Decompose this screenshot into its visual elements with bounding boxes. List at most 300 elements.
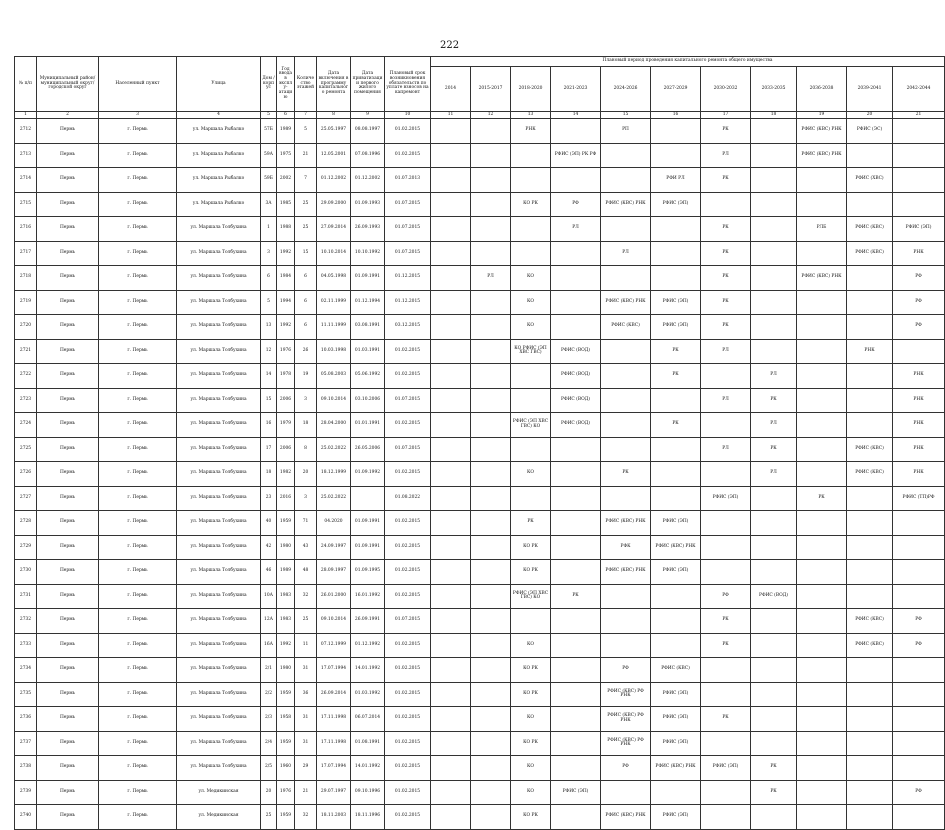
cell-period-2018-2020: РНК xyxy=(511,119,551,144)
cell-date-included: 28.04.2000 xyxy=(317,413,351,438)
cell-street: ул. Маршала Толбухина xyxy=(177,756,261,781)
cell-period-2015-2017 xyxy=(471,584,511,609)
cell-obligation-date: 01.02.2015 xyxy=(385,339,431,364)
cell-floors: 19 xyxy=(295,364,317,389)
column-number: 9 xyxy=(351,112,385,119)
cell-year-built: 1959 xyxy=(277,805,295,830)
cell-district: Пермь xyxy=(37,462,99,487)
cell-obligation-date: 01.12.2015 xyxy=(385,266,431,291)
cell-settlement: г. Пермь xyxy=(99,266,177,291)
cell-date-privatization: 03.08.1991 xyxy=(351,315,385,340)
cell-district: Пермь xyxy=(37,290,99,315)
cell-settlement: г. Пермь xyxy=(99,462,177,487)
cell-period-2024-2026 xyxy=(601,364,651,389)
cell-period-2036-2038 xyxy=(797,731,847,756)
cell-period-2036-2038 xyxy=(797,560,847,585)
cell-period-2018-2020: КО РК xyxy=(511,731,551,756)
cell-period-2039-2041 xyxy=(847,560,893,585)
cell-period-2015-2017 xyxy=(471,192,511,217)
cell-period-2033-2035: РЛ xyxy=(751,364,797,389)
table-row xyxy=(15,290,945,315)
cell-period-2039-2041 xyxy=(847,682,893,707)
cell-period-2030-2032: РЛ xyxy=(701,143,751,168)
cell-period-2021-2023 xyxy=(551,486,601,511)
cell-period-2014 xyxy=(431,364,471,389)
cell-street: ул. Маршала Толбухина xyxy=(177,486,261,511)
cell-period-2024-2026: РФИС (КВС) xyxy=(601,315,651,340)
table-row xyxy=(15,462,945,487)
cell-year-built: 2016 xyxy=(277,486,295,511)
cell-year-built: 1959 xyxy=(277,511,295,536)
cell-year-built: 1976 xyxy=(277,780,295,805)
table-row xyxy=(15,805,945,830)
cell-period-2024-2026: РФИС (КВС) РНК xyxy=(601,290,651,315)
cell-street: ул. Маршала Толбухина xyxy=(177,633,261,658)
cell-period-2036-2038 xyxy=(797,168,847,193)
header-district: Муниципальный район/ муниципальный округ/городской округ xyxy=(37,57,99,112)
cell-district: Пермь xyxy=(37,266,99,291)
cell-period-2027-2029 xyxy=(651,143,701,168)
cell-period-2027-2029 xyxy=(651,633,701,658)
cell-num: 2725 xyxy=(15,437,37,462)
cell-date-included: 27.09.2014 xyxy=(317,217,351,242)
cell-period-2030-2032 xyxy=(701,731,751,756)
cell-period-2033-2035: РК xyxy=(751,388,797,413)
cell-period-2042-2044: РНК xyxy=(893,462,945,487)
cell-street: ул. Маршала Рыбалко xyxy=(177,143,261,168)
cell-period-2027-2029: РФИС (ЭП) xyxy=(651,805,701,830)
cell-period-2024-2026: РФИС (КВС) РНК xyxy=(601,192,651,217)
cell-house: 59А xyxy=(261,143,277,168)
cell-period-2027-2029: РФИС (ЭП) xyxy=(651,290,701,315)
cell-period-2036-2038 xyxy=(797,388,847,413)
cell-date-included: 17.11.1998 xyxy=(317,731,351,756)
cell-num: 2727 xyxy=(15,486,37,511)
cell-period-2018-2020 xyxy=(511,217,551,242)
cell-period-2015-2017 xyxy=(471,633,511,658)
cell-district: Пермь xyxy=(37,315,99,340)
cell-period-2036-2038 xyxy=(797,584,847,609)
cell-floors: 21 xyxy=(295,780,317,805)
cell-period-2039-2041 xyxy=(847,756,893,781)
header-period-2033-2035: 2033-2035 xyxy=(751,67,797,112)
capital-repair-table xyxy=(14,56,945,830)
cell-obligation-date: 01.02.2015 xyxy=(385,731,431,756)
cell-period-2021-2023 xyxy=(551,805,601,830)
cell-period-2036-2038 xyxy=(797,241,847,266)
cell-num: 2718 xyxy=(15,266,37,291)
cell-year-built: 1959 xyxy=(277,682,295,707)
cell-year-built: 1989 xyxy=(277,119,295,144)
cell-period-2042-2044 xyxy=(893,339,945,364)
cell-period-2018-2020: КО xyxy=(511,266,551,291)
cell-street: ул. Маршала Толбухина xyxy=(177,584,261,609)
cell-period-2021-2023: РК xyxy=(551,584,601,609)
cell-district: Пермь xyxy=(37,437,99,462)
cell-street: ул. Маршала Толбухина xyxy=(177,437,261,462)
column-number: 14 xyxy=(551,112,601,119)
cell-settlement: г. Пермь xyxy=(99,437,177,462)
cell-period-2033-2035 xyxy=(751,707,797,732)
cell-period-2014 xyxy=(431,707,471,732)
cell-period-2030-2032: РЛ xyxy=(701,339,751,364)
cell-period-2015-2017 xyxy=(471,560,511,585)
cell-period-2027-2029: РФИ РЛ xyxy=(651,168,701,193)
cell-house: 2/5 xyxy=(261,756,277,781)
cell-year-built: 1992 xyxy=(277,315,295,340)
cell-num: 2739 xyxy=(15,780,37,805)
cell-period-2039-2041: РФИС (ЭС) xyxy=(847,119,893,144)
cell-period-2024-2026: РФИС (КВС) РНК xyxy=(601,511,651,536)
cell-period-2042-2044 xyxy=(893,805,945,830)
cell-period-2027-2029 xyxy=(651,486,701,511)
cell-period-2036-2038 xyxy=(797,707,847,732)
cell-floors: 5 xyxy=(295,119,317,144)
cell-period-2015-2017 xyxy=(471,462,511,487)
cell-date-privatization: 01.09.1993 xyxy=(351,192,385,217)
cell-period-2033-2035: РК xyxy=(751,756,797,781)
table-row xyxy=(15,731,945,756)
cell-period-2014 xyxy=(431,633,471,658)
cell-district: Пермь xyxy=(37,192,99,217)
cell-obligation-date: 01.07.2013 xyxy=(385,168,431,193)
cell-period-2042-2044 xyxy=(893,143,945,168)
cell-date-included: 05.08.2003 xyxy=(317,364,351,389)
header-period-2014: 2014 xyxy=(431,67,471,112)
cell-floors: 36 xyxy=(295,682,317,707)
cell-date-privatization: 26.09.1991 xyxy=(351,609,385,634)
cell-period-2030-2032 xyxy=(701,192,751,217)
cell-period-2033-2035 xyxy=(751,168,797,193)
cell-district: Пермь xyxy=(37,560,99,585)
cell-period-2036-2038: РФИС (КВС) РНК xyxy=(797,119,847,144)
cell-period-2024-2026: РП xyxy=(601,119,651,144)
cell-period-2030-2032: РК xyxy=(701,168,751,193)
cell-period-2030-2032: РК xyxy=(701,119,751,144)
cell-date-privatization: 01.03.1991 xyxy=(351,339,385,364)
cell-period-2027-2029 xyxy=(651,609,701,634)
cell-date-included: 26.09.2014 xyxy=(317,682,351,707)
cell-period-2018-2020: РК xyxy=(511,511,551,536)
cell-period-2030-2032: РК xyxy=(701,290,751,315)
cell-date-included: 25.02.2022 xyxy=(317,437,351,462)
cell-floors: 3 xyxy=(295,388,317,413)
cell-period-2018-2020: КО РФИС (ЭП ХВС ГВС) xyxy=(511,339,551,364)
cell-settlement: г. Пермь xyxy=(99,119,177,144)
cell-period-2024-2026: РФИС (КВС) РФ РНК xyxy=(601,682,651,707)
cell-num: 2736 xyxy=(15,707,37,732)
cell-period-2042-2044 xyxy=(893,192,945,217)
cell-period-2015-2017 xyxy=(471,609,511,634)
header-floors: Количество этажей xyxy=(295,57,317,112)
cell-date-included: 17.07.1994 xyxy=(317,658,351,683)
cell-floors: 48 xyxy=(295,560,317,585)
cell-period-2039-2041 xyxy=(847,511,893,536)
table-row xyxy=(15,241,945,266)
cell-year-built: 1988 xyxy=(277,217,295,242)
cell-num: 2735 xyxy=(15,682,37,707)
column-number: 12 xyxy=(471,112,511,119)
cell-obligation-date: 01.02.2015 xyxy=(385,805,431,830)
cell-period-2042-2044: РФ xyxy=(893,290,945,315)
header-period-2030-2032: 2030-2032 xyxy=(701,67,751,112)
cell-year-built: 1984 xyxy=(277,266,295,291)
cell-street: ул. Маршала Толбухина xyxy=(177,535,261,560)
cell-period-2021-2023: РФИС (ВОД) xyxy=(551,339,601,364)
cell-floors: 6 xyxy=(295,315,317,340)
cell-date-privatization: 18.11.1996 xyxy=(351,805,385,830)
cell-period-2021-2023 xyxy=(551,535,601,560)
header-planned-period: Плановый период проведения капитального ремонта общего имущества xyxy=(431,57,945,67)
cell-period-2024-2026 xyxy=(601,437,651,462)
cell-period-2014 xyxy=(431,266,471,291)
cell-house: 16А xyxy=(261,633,277,658)
cell-date-privatization: 03.10.2006 xyxy=(351,388,385,413)
cell-period-2027-2029 xyxy=(651,780,701,805)
table-row xyxy=(15,143,945,168)
cell-house: 14 xyxy=(261,364,277,389)
cell-num: 2720 xyxy=(15,315,37,340)
cell-period-2030-2032: РК xyxy=(701,609,751,634)
cell-period-2015-2017 xyxy=(471,486,511,511)
cell-period-2042-2044 xyxy=(893,756,945,781)
cell-settlement: г. Пермь xyxy=(99,535,177,560)
cell-period-2036-2038 xyxy=(797,609,847,634)
table-row xyxy=(15,266,945,291)
cell-street: ул. Маршала Толбухина xyxy=(177,339,261,364)
cell-house: 2/2 xyxy=(261,682,277,707)
cell-period-2024-2026 xyxy=(601,609,651,634)
table-row xyxy=(15,437,945,462)
cell-period-2039-2041: РФИС (КВС) xyxy=(847,217,893,242)
cell-period-2024-2026 xyxy=(601,780,651,805)
cell-settlement: г. Пермь xyxy=(99,560,177,585)
cell-period-2021-2023 xyxy=(551,682,601,707)
cell-year-built: 1975 xyxy=(277,143,295,168)
cell-date-included: 17.11.1998 xyxy=(317,707,351,732)
cell-period-2039-2041: РФИС (КВС) xyxy=(847,633,893,658)
cell-settlement: г. Пермь xyxy=(99,192,177,217)
cell-street: ул. Маршала Толбухина xyxy=(177,682,261,707)
cell-period-2030-2032 xyxy=(701,658,751,683)
cell-street: ул. Маршала Рыбалко xyxy=(177,192,261,217)
cell-house: 15 xyxy=(261,388,277,413)
cell-period-2036-2038 xyxy=(797,437,847,462)
cell-period-2033-2035 xyxy=(751,241,797,266)
cell-obligation-date: 01.07.2015 xyxy=(385,241,431,266)
cell-period-2030-2032: РЛ xyxy=(701,437,751,462)
cell-floors: 25 xyxy=(295,192,317,217)
cell-period-2021-2023: РФИС (ЭП) xyxy=(551,780,601,805)
cell-year-built: 1989 xyxy=(277,560,295,585)
header-street: Улица xyxy=(177,57,261,112)
table-row xyxy=(15,119,945,144)
cell-period-2039-2041 xyxy=(847,658,893,683)
table-row xyxy=(15,560,945,585)
cell-period-2027-2029: РФИС (ЭП) xyxy=(651,192,701,217)
cell-date-privatization: 01.03.1992 xyxy=(351,682,385,707)
cell-period-2024-2026 xyxy=(601,413,651,438)
header-settlement: Населенный пункт xyxy=(99,57,177,112)
cell-period-2021-2023 xyxy=(551,756,601,781)
cell-num: 2729 xyxy=(15,535,37,560)
cell-period-2033-2035 xyxy=(751,682,797,707)
cell-period-2042-2044: РФ xyxy=(893,315,945,340)
cell-house: 2/1 xyxy=(261,658,277,683)
cell-period-2021-2023: РЛ xyxy=(551,217,601,242)
cell-floors: 18 xyxy=(295,413,317,438)
cell-period-2021-2023: РФИС (ЭП) РК РФ xyxy=(551,143,601,168)
cell-street: ул. Маршала Толбухина xyxy=(177,560,261,585)
cell-house: 23 xyxy=(261,486,277,511)
cell-period-2033-2035 xyxy=(751,143,797,168)
cell-period-2030-2032 xyxy=(701,511,751,536)
cell-period-2014 xyxy=(431,511,471,536)
cell-obligation-date: 01.02.2015 xyxy=(385,633,431,658)
cell-period-2014 xyxy=(431,560,471,585)
column-number: 1 xyxy=(15,112,37,119)
cell-settlement: г. Пермь xyxy=(99,609,177,634)
cell-period-2021-2023 xyxy=(551,633,601,658)
cell-period-2021-2023 xyxy=(551,437,601,462)
cell-year-built: 1960 xyxy=(277,756,295,781)
cell-street: ул. Медикинская xyxy=(177,780,261,805)
cell-year-built: 1982 xyxy=(277,462,295,487)
cell-period-2036-2038 xyxy=(797,315,847,340)
cell-settlement: г. Пермь xyxy=(99,731,177,756)
cell-period-2030-2032: РК xyxy=(701,315,751,340)
cell-period-2018-2020 xyxy=(511,388,551,413)
cell-period-2014 xyxy=(431,486,471,511)
cell-year-built: 1994 xyxy=(277,290,295,315)
cell-floors: 71 xyxy=(295,511,317,536)
cell-period-2030-2032: РК xyxy=(701,266,751,291)
cell-period-2033-2035: РФИС (ВОД) xyxy=(751,584,797,609)
cell-year-built: 1992 xyxy=(277,241,295,266)
column-number: 19 xyxy=(797,112,847,119)
header-period-2039-2041: 2039-2041 xyxy=(847,67,893,112)
cell-num: 2721 xyxy=(15,339,37,364)
cell-obligation-date: 01.02.2015 xyxy=(385,413,431,438)
cell-settlement: г. Пермь xyxy=(99,707,177,732)
cell-obligation-date: 01.02.2015 xyxy=(385,707,431,732)
cell-num: 2712 xyxy=(15,119,37,144)
cell-period-2024-2026: РФИС (КВС) РФ РНК xyxy=(601,731,651,756)
cell-period-2027-2029 xyxy=(651,266,701,291)
cell-street: ул. Маршала Толбухина xyxy=(177,290,261,315)
cell-period-2015-2017 xyxy=(471,119,511,144)
cell-date-privatization: 01.09.1991 xyxy=(351,535,385,560)
cell-date-privatization xyxy=(351,486,385,511)
cell-period-2039-2041 xyxy=(847,266,893,291)
cell-period-2036-2038 xyxy=(797,805,847,830)
cell-period-2030-2032 xyxy=(701,535,751,560)
cell-settlement: г. Пермь xyxy=(99,511,177,536)
cell-period-2039-2041 xyxy=(847,780,893,805)
cell-period-2033-2035 xyxy=(751,315,797,340)
cell-floors: 11 xyxy=(295,633,317,658)
column-number: 21 xyxy=(893,112,945,119)
header-house: Дом / корпус xyxy=(261,57,277,112)
cell-period-2015-2017 xyxy=(471,339,511,364)
cell-period-2015-2017 xyxy=(471,658,511,683)
cell-period-2021-2023 xyxy=(551,560,601,585)
cell-district: Пермь xyxy=(37,413,99,438)
cell-period-2033-2035 xyxy=(751,217,797,242)
cell-period-2042-2044: РФИС (ЭП) xyxy=(893,217,945,242)
cell-house: 12А xyxy=(261,609,277,634)
cell-num: 2717 xyxy=(15,241,37,266)
cell-year-built: 1958 xyxy=(277,707,295,732)
cell-period-2021-2023 xyxy=(551,731,601,756)
cell-period-2024-2026 xyxy=(601,486,651,511)
cell-obligation-date: 01.02.2015 xyxy=(385,584,431,609)
cell-period-2018-2020: КО РК xyxy=(511,682,551,707)
cell-year-built: 2006 xyxy=(277,437,295,462)
cell-district: Пермь xyxy=(37,388,99,413)
cell-period-2033-2035 xyxy=(751,658,797,683)
cell-period-2027-2029 xyxy=(651,241,701,266)
header-date-privatization: Дата приватизации первого жилого помещения xyxy=(351,57,385,112)
cell-num: 2724 xyxy=(15,413,37,438)
cell-period-2014 xyxy=(431,119,471,144)
cell-district: Пермь xyxy=(37,241,99,266)
cell-house: 20 xyxy=(261,780,277,805)
cell-period-2024-2026 xyxy=(601,143,651,168)
cell-house: 57Б xyxy=(261,119,277,144)
cell-street: ул. Маршала Толбухина xyxy=(177,217,261,242)
cell-period-2014 xyxy=(431,192,471,217)
cell-period-2027-2029 xyxy=(651,217,701,242)
cell-period-2024-2026: РФИС (КВС) РНК xyxy=(601,805,651,830)
cell-date-privatization: 26.09.1993 xyxy=(351,217,385,242)
cell-house: 25 xyxy=(261,805,277,830)
column-number: 6 xyxy=(277,112,295,119)
cell-house: 46 xyxy=(261,560,277,585)
cell-period-2018-2020: КО РК xyxy=(511,192,551,217)
cell-obligation-date: 01.02.2015 xyxy=(385,119,431,144)
cell-period-2015-2017 xyxy=(471,364,511,389)
cell-period-2042-2044: РФ xyxy=(893,780,945,805)
cell-district: Пермь xyxy=(37,217,99,242)
cell-period-2033-2035 xyxy=(751,535,797,560)
cell-floors: 21 xyxy=(295,143,317,168)
table-row xyxy=(15,707,945,732)
cell-period-2024-2026 xyxy=(601,266,651,291)
cell-period-2036-2038 xyxy=(797,682,847,707)
cell-period-2027-2029: РФИС (КВС) xyxy=(651,658,701,683)
cell-settlement: г. Пермь xyxy=(99,339,177,364)
cell-period-2018-2020: РФИС (ЭП ХВС ГВС) КО xyxy=(511,413,551,438)
cell-period-2036-2038: РК xyxy=(797,486,847,511)
column-number: 7 xyxy=(295,112,317,119)
cell-street: ул. Маршала Толбухина xyxy=(177,462,261,487)
cell-obligation-date: 01.02.2015 xyxy=(385,535,431,560)
cell-period-2036-2038 xyxy=(797,462,847,487)
cell-period-2039-2041 xyxy=(847,388,893,413)
cell-period-2033-2035: РК xyxy=(751,437,797,462)
cell-period-2042-2044: РНК xyxy=(893,437,945,462)
cell-num: 2714 xyxy=(15,168,37,193)
cell-date-included: 18.11.2003 xyxy=(317,805,351,830)
cell-period-2042-2044 xyxy=(893,511,945,536)
cell-num: 2728 xyxy=(15,511,37,536)
cell-period-2033-2035 xyxy=(751,290,797,315)
cell-period-2030-2032 xyxy=(701,805,751,830)
cell-settlement: г. Пермь xyxy=(99,658,177,683)
cell-year-built: 1976 xyxy=(277,339,295,364)
cell-period-2036-2038 xyxy=(797,290,847,315)
